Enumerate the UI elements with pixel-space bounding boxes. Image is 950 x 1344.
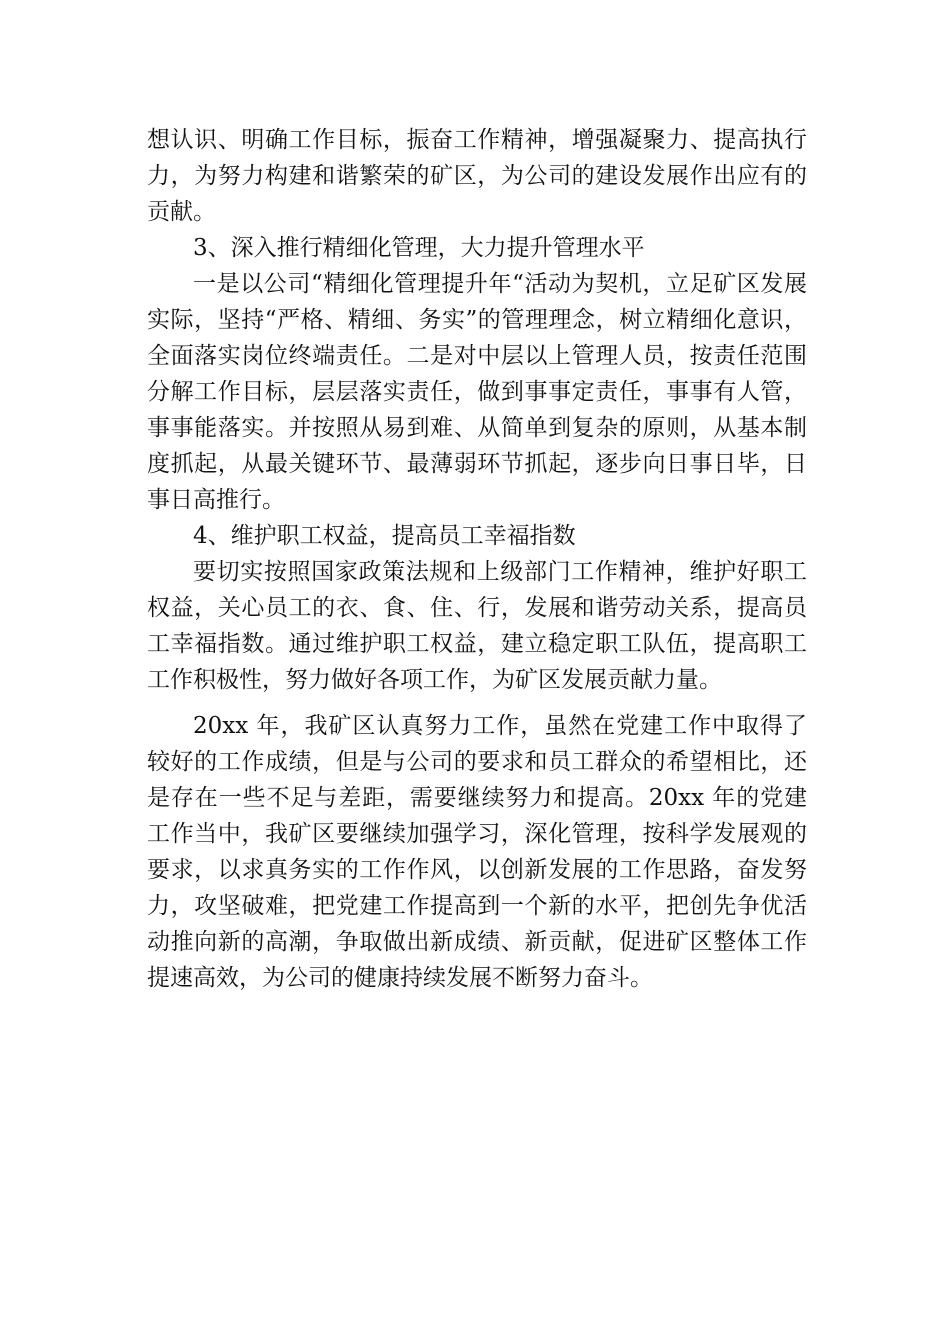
paragraph-conclusion: 20xx 年，我矿区认真努力工作，虽然在党建工作中取得了较好的工作成绩，但是与公司的要求和员工群众的希望相比，还是存在一些不足与差距，需要继续努力和提高。20xx 年的党建工作当中，我矿区要继续加强学习，深化管理，按科学发展观的要求，以求真务实的工作作风，以创新发展的工作思路，奋发努力，攻坚破难，把党建工作提高到一个新的水平，把创先争优活动推向新的高潮，争取做出新成绩、新贡献，促进矿区整体工作提速高效，为公司的健康持续发展不断努力奋斗。 [147, 713, 807, 991]
section-heading-3: 3、深入推行精细化管理，大力提升管理水平 [193, 235, 645, 261]
paragraph-continuation: 想认识、明确工作目标，振奋工作精神，增强凝聚力、提高执行力，为努力构建和谐繁荣的矿区，为公司的建设发展作出应有的贡献。 [147, 127, 807, 225]
paragraph-refined-management: 一是以公司“精细化管理提升年“活动为契机，立足矿区发展实际，坚持“严格、精细、务实”的管理理念，树立精细化意识，全面落实岗位终端责任。二是对中层以上管理人员，按责任范围分解工作目标，层层落实责任，做到事事定责任，事事有人管，事事能落实。并按照从易到难、从简单到复杂的原则，从基本制度抓起，从最关键环节、最薄弱环节抓起，逐步向日事日毕，日事日高推行。 [147, 271, 807, 513]
document-body [147, 122, 807, 996]
section-heading-4: 4、维护职工权益，提高员工幸福指数 [193, 523, 576, 549]
paragraph-worker-rights: 要切实按照国家政策法规和上级部门工作精神，维护好职工权益，关心员工的衣、食、住、行，发展和谐劳动关系，提高员工幸福指数。通过维护职工权益，建立稳定职工队伍，提高职工工作积极性，努力做好各项工作，为矿区发展贡献力量。 [147, 559, 807, 693]
